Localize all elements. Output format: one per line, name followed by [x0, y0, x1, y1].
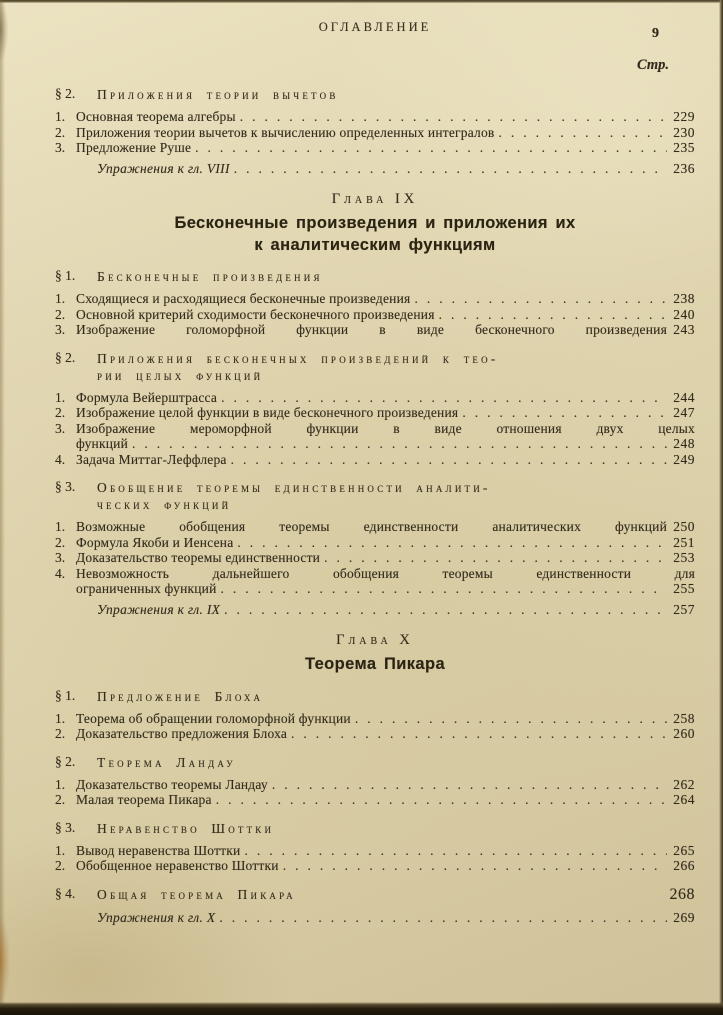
entry-content — [76, 322, 695, 338]
entry-text: Доказательство теоремы единственности — [76, 550, 321, 565]
page-number: 258 — [673, 710, 695, 726]
entry-text-line: Изображение мероморфной функции в виде отношения двух целых — [76, 420, 695, 436]
toc-entry — [55, 792, 695, 808]
entry-last-line — [76, 140, 695, 156]
section-label: § 1. — [55, 687, 76, 703]
toc-entry — [55, 390, 695, 406]
section-title-line: Предложение Блоха — [97, 688, 264, 704]
dot-leader — [233, 535, 667, 551]
entry-last-line — [76, 858, 695, 874]
dot-leader — [230, 161, 667, 177]
entry-text: Доказательство предложения Блоха — [76, 726, 288, 741]
entry-number: 3. — [55, 140, 66, 155]
section-label: § 2. — [55, 753, 76, 769]
page-number: 265 — [673, 842, 695, 858]
section-label: § 2. — [55, 349, 76, 365]
entry-number: 2. — [55, 405, 66, 420]
dot-leader — [215, 910, 667, 926]
entry-text: Изображение голоморфной функции в виде бесконечного произведения — [76, 322, 667, 337]
dot-leader — [279, 858, 667, 874]
scan-edge-bottom — [0, 1002, 723, 1015]
entry-last-line — [76, 726, 695, 742]
entry-last-line — [76, 125, 695, 141]
section-title — [97, 688, 695, 705]
page-number: 236 — [673, 160, 695, 176]
entry-content — [76, 777, 695, 793]
dot-leader — [227, 452, 667, 468]
page-number: 238 — [673, 291, 695, 306]
scan-edge-right — [719, 0, 723, 1015]
scan-edge-top — [0, 0, 723, 3]
section-label: § 4. — [55, 885, 76, 901]
exercises-entry — [97, 161, 695, 177]
entry-last-line — [76, 519, 695, 535]
dot-leader — [217, 581, 667, 597]
entry-number: 4. — [55, 451, 66, 467]
section-title — [97, 350, 695, 384]
section-heading — [55, 268, 695, 285]
section-title-line: рии целых функций — [97, 367, 264, 383]
chapter-title — [55, 654, 695, 676]
entry-last-line — [76, 452, 695, 468]
toc-entry — [55, 777, 695, 793]
dot-leader — [287, 726, 667, 742]
page-number: 249 — [673, 451, 695, 467]
page-number: 248 — [673, 436, 695, 451]
entry-content — [76, 291, 695, 307]
section-heading — [55, 86, 695, 103]
section-title-line: Обобщение теоремы единственности аналити- — [97, 480, 491, 495]
entry-text-line: Невозможность дальнейшего обобщения теоремы единственности для — [76, 565, 695, 581]
entry-number: 1. — [55, 109, 66, 124]
entry-last-line — [76, 581, 695, 597]
section-title — [97, 86, 695, 103]
entry-number: 3. — [55, 420, 66, 436]
page-number: 255 — [673, 581, 695, 596]
toc-entry — [55, 405, 695, 421]
dot-leader — [495, 125, 667, 141]
page-number: 268 — [669, 885, 695, 903]
entry-text: Вывод неравенства Шоттки — [76, 842, 241, 858]
chapter-block — [55, 632, 695, 676]
column-header-page: Стр. — [636, 57, 669, 73]
chapter-heading: Глава X — [336, 632, 414, 648]
chapter-title-line: Бесконечные произведения и приложения их — [174, 214, 576, 232]
section-title-line: Бесконечные произведения — [97, 269, 323, 284]
section-title — [97, 754, 695, 771]
page-number: 230 — [673, 124, 695, 140]
chapter-title — [55, 213, 695, 256]
toc-entry — [55, 726, 695, 742]
toc-entry — [55, 550, 695, 566]
entry-text: Сходящиеся и расходящиеся бесконечные произведения — [76, 291, 411, 306]
entry-number: 2. — [55, 124, 66, 140]
section-title — [97, 268, 695, 285]
entry-text: Основная теорема алгебры — [76, 109, 236, 124]
entry-text: Возможные обобщения теоремы единственности аналитических функций — [76, 519, 667, 534]
entry-number: 1. — [55, 776, 66, 792]
chapter-title-line: к аналитическим функциям — [254, 235, 496, 254]
toc-list — [55, 86, 695, 925]
entry-content — [76, 858, 695, 874]
toc-entry — [55, 452, 695, 468]
entry-content — [76, 843, 695, 859]
entry-content — [76, 421, 695, 452]
section-title-line: Общая теорема Пикара — [97, 886, 296, 902]
entry-content — [76, 535, 695, 551]
section-title — [97, 820, 695, 837]
entry-number: 2. — [55, 858, 66, 873]
dot-leader — [236, 109, 667, 125]
page-title: ОГЛАВЛЕНИЕ — [318, 20, 432, 34]
page-number: 9 — [652, 26, 659, 41]
entry-number: 1. — [55, 519, 66, 534]
entry-number: 2. — [55, 792, 66, 807]
entry-content — [76, 566, 695, 597]
exercises-text: Упражнения к гл. IX — [97, 601, 221, 617]
section-title — [97, 479, 695, 513]
entry-content — [76, 519, 695, 535]
dot-leader — [268, 777, 667, 793]
section-title-line: Приложения теории вычетов — [97, 87, 339, 102]
entry-number: 2. — [55, 534, 66, 550]
entry-text: функций — [76, 436, 129, 451]
entry-text: Основной критерий сходимости бесконечного произведения — [76, 306, 435, 322]
entry-content — [76, 550, 695, 566]
entry-number: 2. — [55, 306, 66, 322]
entry-last-line — [76, 109, 695, 125]
section-title-row — [97, 886, 695, 904]
section-heading — [55, 688, 695, 705]
entry-text: Изображение целой функции в виде бесконечного произведения — [76, 405, 459, 420]
entry-content — [76, 390, 695, 406]
entry-number: 3. — [55, 322, 66, 337]
scan-edge-left — [0, 0, 5, 1015]
entry-number: 4. — [55, 565, 66, 581]
entry-content — [76, 140, 695, 156]
toc-entry — [55, 322, 695, 338]
dot-leader — [220, 602, 667, 618]
entry-number: 1. — [55, 710, 66, 726]
toc-entry — [55, 125, 695, 141]
page-number: 235 — [673, 140, 695, 155]
entry-text: Доказательство теоремы Ландау — [76, 776, 268, 792]
section-heading — [55, 479, 695, 513]
page-number: 243 — [673, 322, 695, 337]
section-title-line: Теорема Ландау — [97, 754, 236, 770]
entry-last-line — [76, 792, 695, 808]
section-title-line: Неравенство Шоттки — [97, 820, 275, 836]
entry-last-line — [76, 843, 695, 859]
dot-leader — [240, 843, 667, 859]
dot-leader — [458, 405, 667, 421]
section-heading — [55, 820, 695, 837]
entry-text: ограниченных функций — [76, 581, 217, 596]
entry-content — [76, 792, 695, 808]
page-number: 262 — [673, 776, 695, 792]
entry-content — [76, 711, 695, 727]
dot-leader — [320, 550, 667, 566]
scan-smudge — [0, 0, 8, 60]
dot-leader — [128, 436, 667, 452]
entry-text: Формула Якоби и Иенсена — [76, 534, 234, 550]
section-heading — [55, 886, 695, 904]
entry-number: 1. — [55, 842, 66, 858]
dot-leader — [191, 140, 667, 156]
toc-entry — [55, 566, 695, 597]
page-content — [55, 20, 695, 927]
entry-last-line — [76, 436, 695, 452]
dot-leader — [217, 390, 667, 406]
exercises-entry — [97, 602, 695, 618]
entry-last-line — [76, 711, 695, 727]
entry-number: 3. — [55, 550, 66, 565]
dot-leader — [410, 291, 667, 307]
toc-entry — [55, 843, 695, 859]
section-title-line: ческих функций — [97, 497, 232, 512]
dot-leader — [351, 711, 667, 727]
section-label: § 1. — [55, 268, 76, 283]
scan-smudge — [0, 915, 10, 1005]
dot-leader — [435, 307, 667, 323]
entry-text: Приложения теории вычетов к вычислению определенных интегралов — [76, 124, 495, 140]
entry-content — [76, 307, 695, 323]
entry-last-line — [76, 291, 695, 307]
exercises-text: Упражнения к гл. X — [97, 909, 216, 925]
entry-content — [76, 125, 695, 141]
toc-entry — [55, 421, 695, 452]
entry-text: Теорема об обращении голоморфной функции — [76, 710, 351, 726]
toc-entry — [55, 858, 695, 874]
toc-entry — [55, 109, 695, 125]
page-number: 253 — [673, 550, 695, 565]
page-number: 264 — [673, 792, 695, 807]
entry-text: Формула Вейерштрасса — [76, 389, 218, 405]
toc-entry — [55, 711, 695, 727]
toc-entry — [55, 519, 695, 535]
section-heading — [55, 754, 695, 771]
entry-last-line — [76, 307, 695, 323]
page-number: 244 — [673, 389, 695, 405]
entry-number: 1. — [55, 389, 66, 405]
toc-entry — [55, 140, 695, 156]
entry-text: Малая теорема Пикара — [76, 792, 212, 807]
page-number: 229 — [673, 109, 695, 124]
dot-leader — [212, 792, 667, 808]
section-title — [97, 886, 695, 904]
section-label: § 3. — [55, 479, 76, 494]
toc-entry — [55, 307, 695, 323]
toc-entry — [55, 535, 695, 551]
entry-content — [76, 726, 695, 742]
entry-last-line — [76, 777, 695, 793]
exercises-text: Упражнения к гл. VIII — [97, 160, 230, 176]
section-label: § 3. — [55, 819, 76, 835]
section-label: § 2. — [55, 86, 76, 101]
entry-last-line — [76, 405, 695, 421]
entry-content — [76, 405, 695, 421]
page-number: 240 — [673, 306, 695, 322]
entry-last-line — [76, 535, 695, 551]
section-heading — [55, 350, 695, 384]
entry-last-line — [76, 390, 695, 406]
entry-text: Предложение Руше — [76, 140, 192, 155]
entry-last-line — [76, 322, 695, 338]
chapter-heading: Глава IX — [331, 191, 419, 207]
entry-content — [76, 452, 695, 468]
entry-text: Обобщенное неравенство Шоттки — [76, 858, 279, 873]
page-number: 247 — [673, 405, 695, 420]
section-title-line: Приложения бесконечных произведений к тео- — [97, 350, 499, 366]
chapter-block — [55, 191, 695, 256]
page-number: 260 — [673, 726, 695, 741]
page-number: 269 — [673, 909, 695, 925]
entry-number: 1. — [55, 291, 66, 306]
exercises-entry — [97, 910, 695, 926]
page-number: 251 — [673, 534, 695, 550]
toc-entry — [55, 291, 695, 307]
page-number: 250 — [673, 519, 695, 534]
entry-number: 2. — [55, 726, 66, 741]
entry-content — [76, 109, 695, 125]
entry-text: Задача Миттаг-Леффлера — [76, 451, 227, 467]
entry-last-line — [76, 550, 695, 566]
chapter-title-line: Теорема Пикара — [304, 655, 446, 673]
page-number: 257 — [673, 601, 695, 617]
page-number: 266 — [673, 858, 695, 873]
